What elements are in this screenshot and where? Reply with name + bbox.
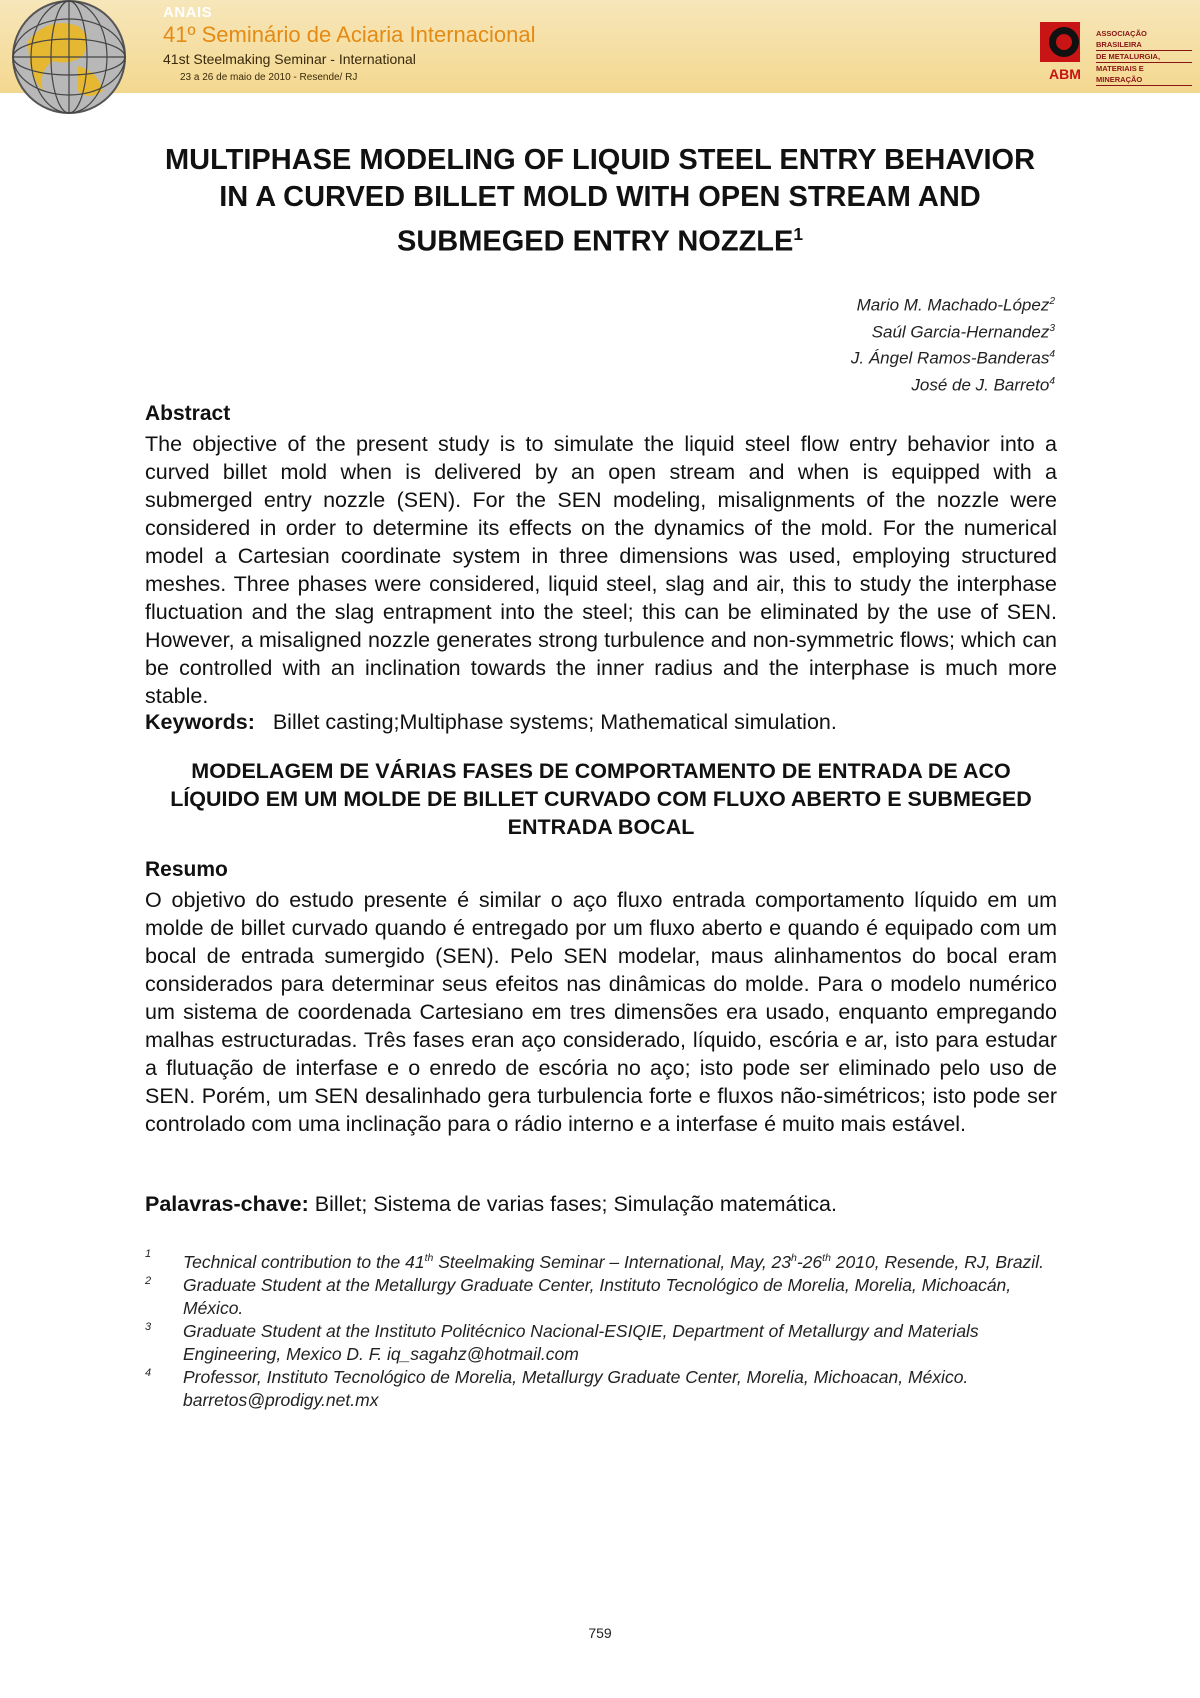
portuguese-title: MODELAGEM DE VÁRIAS FASES DE COMPORTAMENTO DE ENTRADA DE ACO LÍQUIDO EM UM MOLDE DE BILLET CURVADO COM FLUXO ABERTO E SUBMEGED ENTRADA BOCAL: [170, 759, 1032, 839]
abm-org-line: ASSOCIAÇÃO BRASILEIRA: [1096, 28, 1192, 51]
footnote-text: 2010, Resende, RJ, Brazil.: [830, 1251, 1044, 1272]
abstract-heading: Abstract: [145, 402, 231, 425]
paper-title-text: MULTIPHASE MODELING OF LIQUID STEEL ENTRY BEHAVIOR IN A CURVED BILLET MOLD WITH OPEN STREAM AND SUBMEGED ENTRY NOZZLE: [164, 144, 1036, 258]
author-note: 3: [1049, 322, 1055, 334]
header-anais: ANAIS: [163, 4, 213, 21]
header-event-subtitle: 41st Steelmaking Seminar - International: [163, 51, 416, 67]
author: [600, 370, 1055, 397]
author-note: 4: [1049, 375, 1055, 387]
author-name: J. Ángel Ramos-Banderas: [850, 348, 1050, 368]
palavras-chave: [145, 1190, 837, 1218]
abstract-text: The objective of the present study is to simulate the liquid steel flow entry behavior into a curved billet mold when is delivered by an open stream and when is equipped with a submerged entry nozzle (SEN). For the SEN modeling, misalignments of the nozzle were considered in order to determine its effects on the dynamics of the mold. For the numerical model a Cartesian coordinate system in three dimensions was used, employing structured meshes. Three phases were considered, liquid steel, slag and air, this to study the interphase fluctuation and the slag entrapment into the steel; this can be eliminated by the use of SEN. However, a misaligned nozzle generates strong turbulence and non-symmetric flows; which can be controlled with an inclination towards the inner radius and the interphase is much more stable.: [145, 432, 1057, 708]
keywords-text: Billet casting;Multiphase systems; Mathematical simulation.: [272, 710, 837, 734]
author-name: José de J. Barreto: [911, 375, 1050, 395]
resumo-heading: Resumo: [145, 858, 228, 881]
globe-logo-icon: [8, 0, 130, 118]
abm-org-name: [1096, 28, 1192, 86]
header-event-title: 41º Seminário de Aciaria Internacional: [163, 22, 536, 47]
footnote-text: Professor, Instituto Tecnológico de Morelia, Metallurgy Graduate Center, Morelia, Michoacan, México. barretos@prodigy.net.mx: [183, 1366, 969, 1410]
footnote-number: 1: [145, 1248, 152, 1260]
palavras-text: Billet; Sistema de varias fases; Simulação matemática.: [314, 1192, 837, 1216]
footnote: [145, 1247, 1057, 1274]
footnote: [145, 1366, 1057, 1412]
footnote-sup: th: [424, 1252, 434, 1264]
abm-logo-icon: [1040, 22, 1090, 82]
keywords-label: Keywords:: [145, 710, 255, 734]
footnote-number: 3: [145, 1320, 152, 1333]
footnote: [145, 1320, 1057, 1366]
footnote-text: Graduate Student at the Metallurgy Graduate Center, Instituto Tecnológico de Morelia, Morelia, Michoacán, México.: [183, 1274, 1012, 1318]
page-number: 759: [588, 1625, 612, 1641]
footnote-text: -26: [796, 1251, 823, 1272]
abm-org-line: MATERIAIS E MINERAÇÃO: [1096, 63, 1192, 86]
author-note: 2: [1049, 296, 1055, 307]
palavras-label: Palavras-chave:: [145, 1192, 309, 1216]
author-note: 4: [1049, 349, 1055, 361]
resumo-text: O objetivo do estudo presente é similar o aço fluxo entrada comportamento líquido em um molde de billet curvado quando é entregado por um fluxo aberto e quando é equipado com um bocal de entrada sumergido (SEN). Pelo SEN modelar, maus alinhamentos do bocal eram considerados para determinar seus efeitos nas dinâmicas do molde. Para o modelo numérico um sistema de coordenada Cartesiano em tres dimensões era usado, enquanto empregando malhas estructuradas. Três fases eran aço considerado, líquido, escória e ar, isto para estudar a flutuação de interfase e o enredo de escória no aço; isto pode ser eliminado pelo uso de SEN. Porém, um SEN desalinhado gera turbulencia forte e fluxos não-simétricos; isto pode ser controlado com uma inclinação para o rádio interno e a interfase é muito mais estável.: [145, 888, 1057, 1136]
footnote: [145, 1274, 1057, 1320]
header-banner: [0, 0, 1200, 93]
footnote-sup: th: [822, 1252, 831, 1264]
footnote-text: Steelmaking Seminar – International, May, 23: [433, 1251, 792, 1272]
title-footnote-mark: 1: [793, 224, 804, 244]
author: [600, 317, 1055, 344]
abm-abbrev: ABM: [1049, 66, 1081, 82]
author-list: [600, 290, 1055, 397]
footnote-text: Technical contribution to the 41: [183, 1251, 425, 1272]
footnote-sup: h: [791, 1252, 797, 1264]
footnote-text: Graduate Student at the Instituto Politécnico Nacional-ESIQIE, Department of Metallurgy and Materials Engineering, Mexico D. F. iq_sagahz@hotmail.com: [183, 1320, 979, 1364]
footnotes: [145, 1247, 1057, 1412]
keywords: [145, 708, 837, 736]
author: [600, 343, 1055, 370]
footnote-number: 4: [145, 1366, 152, 1379]
author: [600, 290, 1055, 317]
author-name: Mario M. Machado-López: [856, 295, 1050, 315]
abm-org-line: DE METALURGIA,: [1096, 51, 1192, 63]
header-event-date: 23 a 26 de maio de 2010 - Resende/ RJ: [180, 72, 358, 83]
author-name: Saúl Garcia-Hernandez: [871, 322, 1050, 342]
paper-title: [160, 142, 1040, 261]
footnote-number: 2: [145, 1274, 152, 1287]
